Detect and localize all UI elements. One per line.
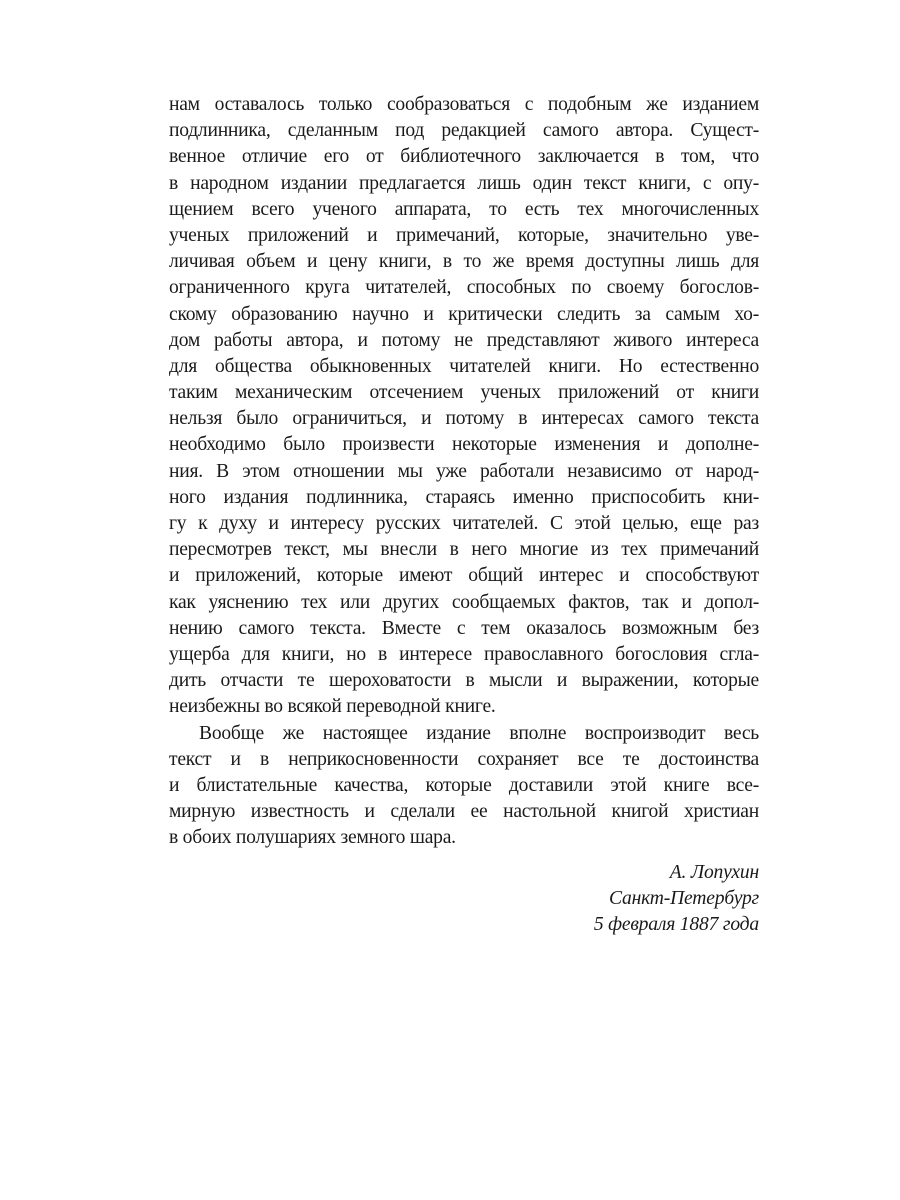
text-line: для общества обыкновенных читателей книги. Но естественно <box>169 355 759 377</box>
text-line: ния. В этом отношении мы уже работали независимо от народ- <box>169 460 759 482</box>
text-line: ученых приложений и примечаний, которые, значительно уве- <box>169 224 759 246</box>
text-line: венное отличие его от библиотечного заключается в том, что <box>169 146 759 168</box>
text-line: таким механическим отсечением ученых приложений от книги <box>169 382 759 404</box>
body-text <box>169 92 759 851</box>
text-line: и блистательные качества, которые доставили этой книге все- <box>169 774 759 796</box>
text-line: нению самого текста. Вместе с тем оказалось возможным без <box>169 617 759 639</box>
signature-block <box>169 860 759 939</box>
text-line: мирную известность и сделали ее настольной книгой христиан <box>169 801 759 823</box>
text-line: неизбежны во всякой переводной книге. <box>169 696 496 718</box>
text-line: подлинника, сделанным под редакцией самого автора. Сущест- <box>169 120 759 142</box>
text-line: скому образованию научно и критически следить за самым хо- <box>169 303 759 325</box>
text-line: нельзя было ограничиться, и потому в интересах самого текста <box>169 408 759 430</box>
text-line: ущерба для книги, но в интересе православного богословия сгла- <box>169 643 759 665</box>
text-line: как уяснению тех или других сообщаемых фактов, так и допол- <box>169 591 759 613</box>
text-line: необходимо было произвести некоторые изменения и дополне- <box>169 434 759 456</box>
signature-date: 5 февраля 1887 года <box>593 914 759 936</box>
text-line: Вообще же настоящее издание вполне воспроизводит весь <box>199 722 759 744</box>
text-line: дить отчасти те шероховатости в мысли и выражении, которые <box>169 670 759 692</box>
text-line: нам оставалось только сообразоваться с подобным же изданием <box>169 94 759 115</box>
text-line: и приложений, которые имеют общий интерес и способствуют <box>169 565 759 587</box>
text-line: личивая объем и цену книги, в то же время доступны лишь для <box>169 251 759 273</box>
text-line: в народном издании предлагается лишь один текст книги, с опу- <box>169 172 759 194</box>
text-line: пересмотрев текст, мы внесли в него многие из тех примечаний <box>169 539 759 561</box>
signature-place: Санкт-Петербург <box>608 888 759 910</box>
text-line: текст и в неприкосновенности сохраняет все те достоинства <box>169 748 759 770</box>
text-line: гу к духу и интересу русских читателей. С этой целью, еще раз <box>169 513 759 534</box>
text-line: щением всего ученого аппарата, то есть тех многочисленных <box>169 198 759 220</box>
signature-author: А. Лопухин <box>669 862 759 883</box>
text-line: дом работы автора, и потому не представляют живого интереса <box>169 329 759 351</box>
text-line: в обоих полушариях земного шара. <box>169 827 456 849</box>
text-line: ограниченного круга читателей, способных по своему богослов- <box>169 277 759 299</box>
text-line: ного издания подлинника, стараясь именно приспособить кни- <box>169 486 759 508</box>
